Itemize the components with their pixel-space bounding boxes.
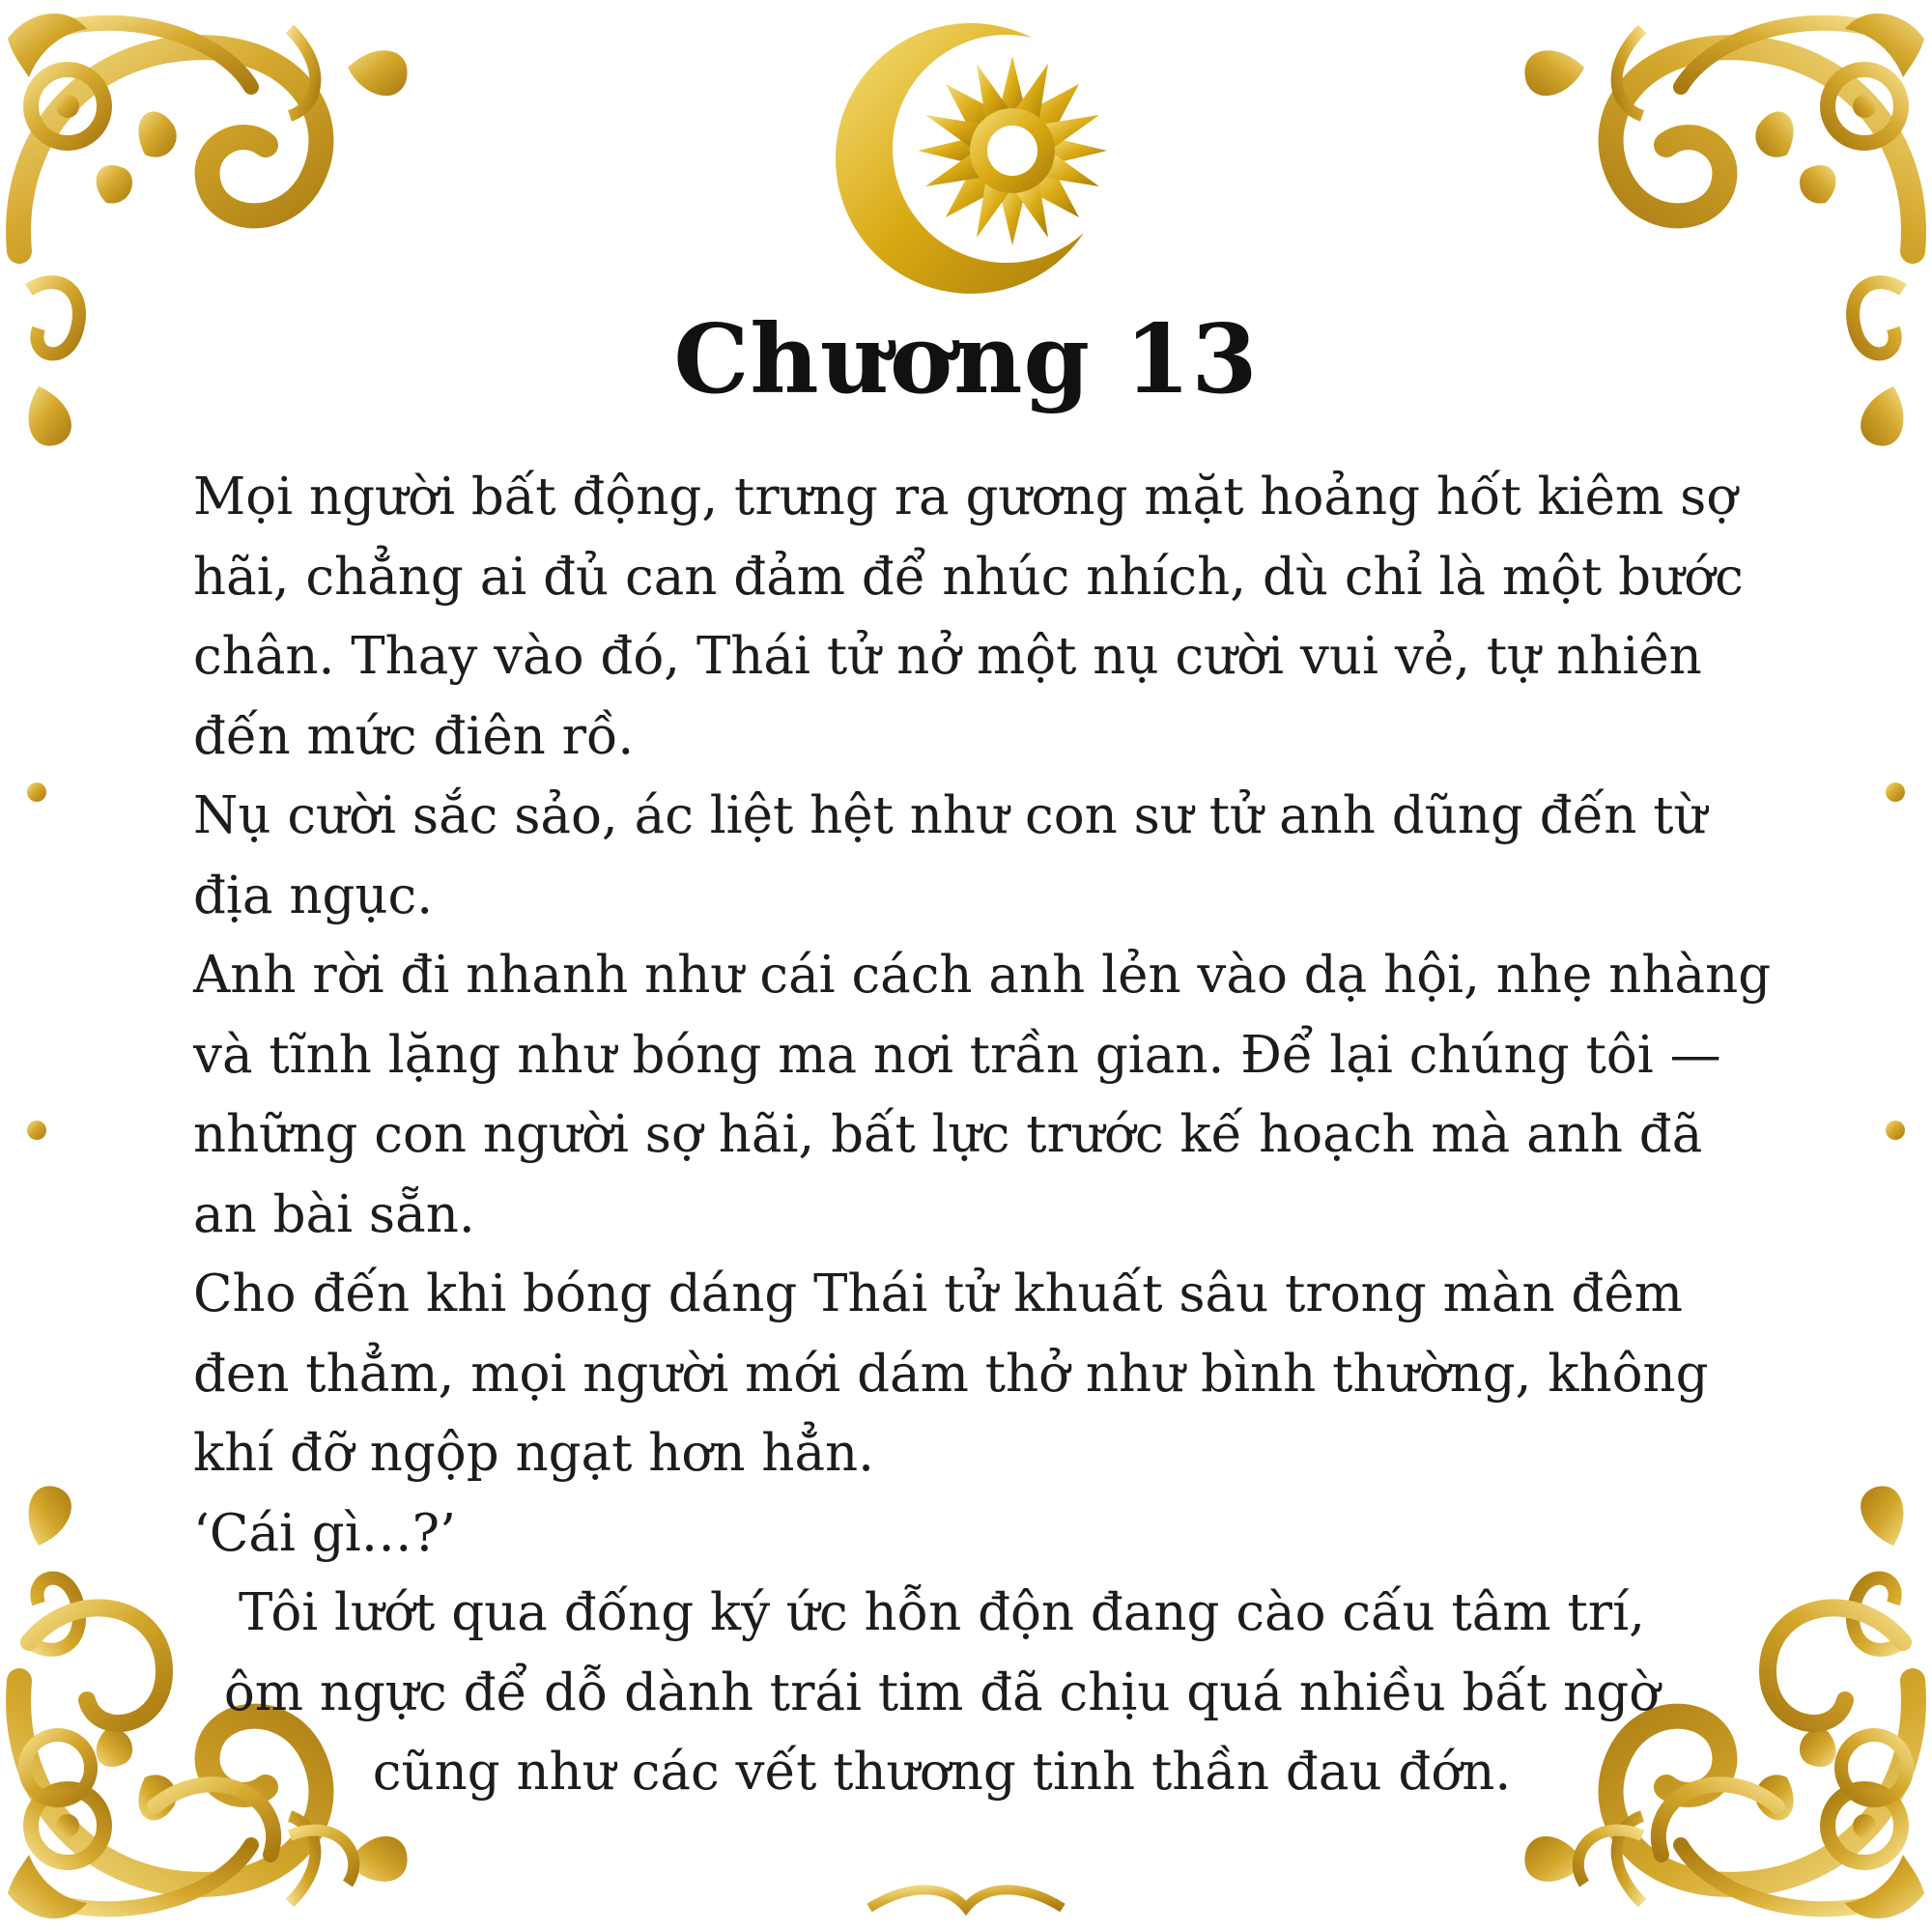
sun-icon (918, 56, 1107, 245)
story-paragraph: Nụ cười sắc sảo, ác liệt hệt như con sư tử anh dũng đến từ địa ngục. (193, 786, 1707, 925)
story-paragraph: Anh rời đi nhanh như cái cách anh lẻn vào dạ hội, nhẹ nhàng và tĩnh lặng như bóng ma nơi trần gian. Để lại chúng tôi — những con người sợ hãi, bất lực trước kế hoạch mà anh đã an bài sẵn. (193, 946, 1772, 1244)
story-paragraph: Mọi người bất động, trưng ra gương mặt hoảng hốt kiêm sợ hãi, chẳng ai đủ can đảm để nhúc nhích, dù chỉ là một bước chân. Thay vào đó, Thái tử nở một nụ cười vui vẻ, tự nhiên đến mức điên rồ. (193, 468, 1744, 766)
crescent-sun-icon (831, 14, 1121, 303)
story-text (193, 458, 1777, 1813)
story-paragraph: Tôi lướt qua đống ký ức hỗn độn đang cào cấu tâm trí, ôm ngực để dỗ dành trái tim đã chịu quá nhiều bất ngờ cũng như các vết thương tinh thần đau đớn. (223, 1583, 1661, 1802)
chapter-title: Chương 13 (673, 304, 1259, 415)
story-paragraph: ‘Cái gì…?’ (193, 1503, 456, 1563)
story-paragraph: Cho đến khi bóng dáng Thái tử khuất sâu trong màn đêm đen thẳm, mọi người mới dám thở như bình thường, không khí đỡ ngộp ngạt hơn hẳn. (193, 1264, 1709, 1483)
